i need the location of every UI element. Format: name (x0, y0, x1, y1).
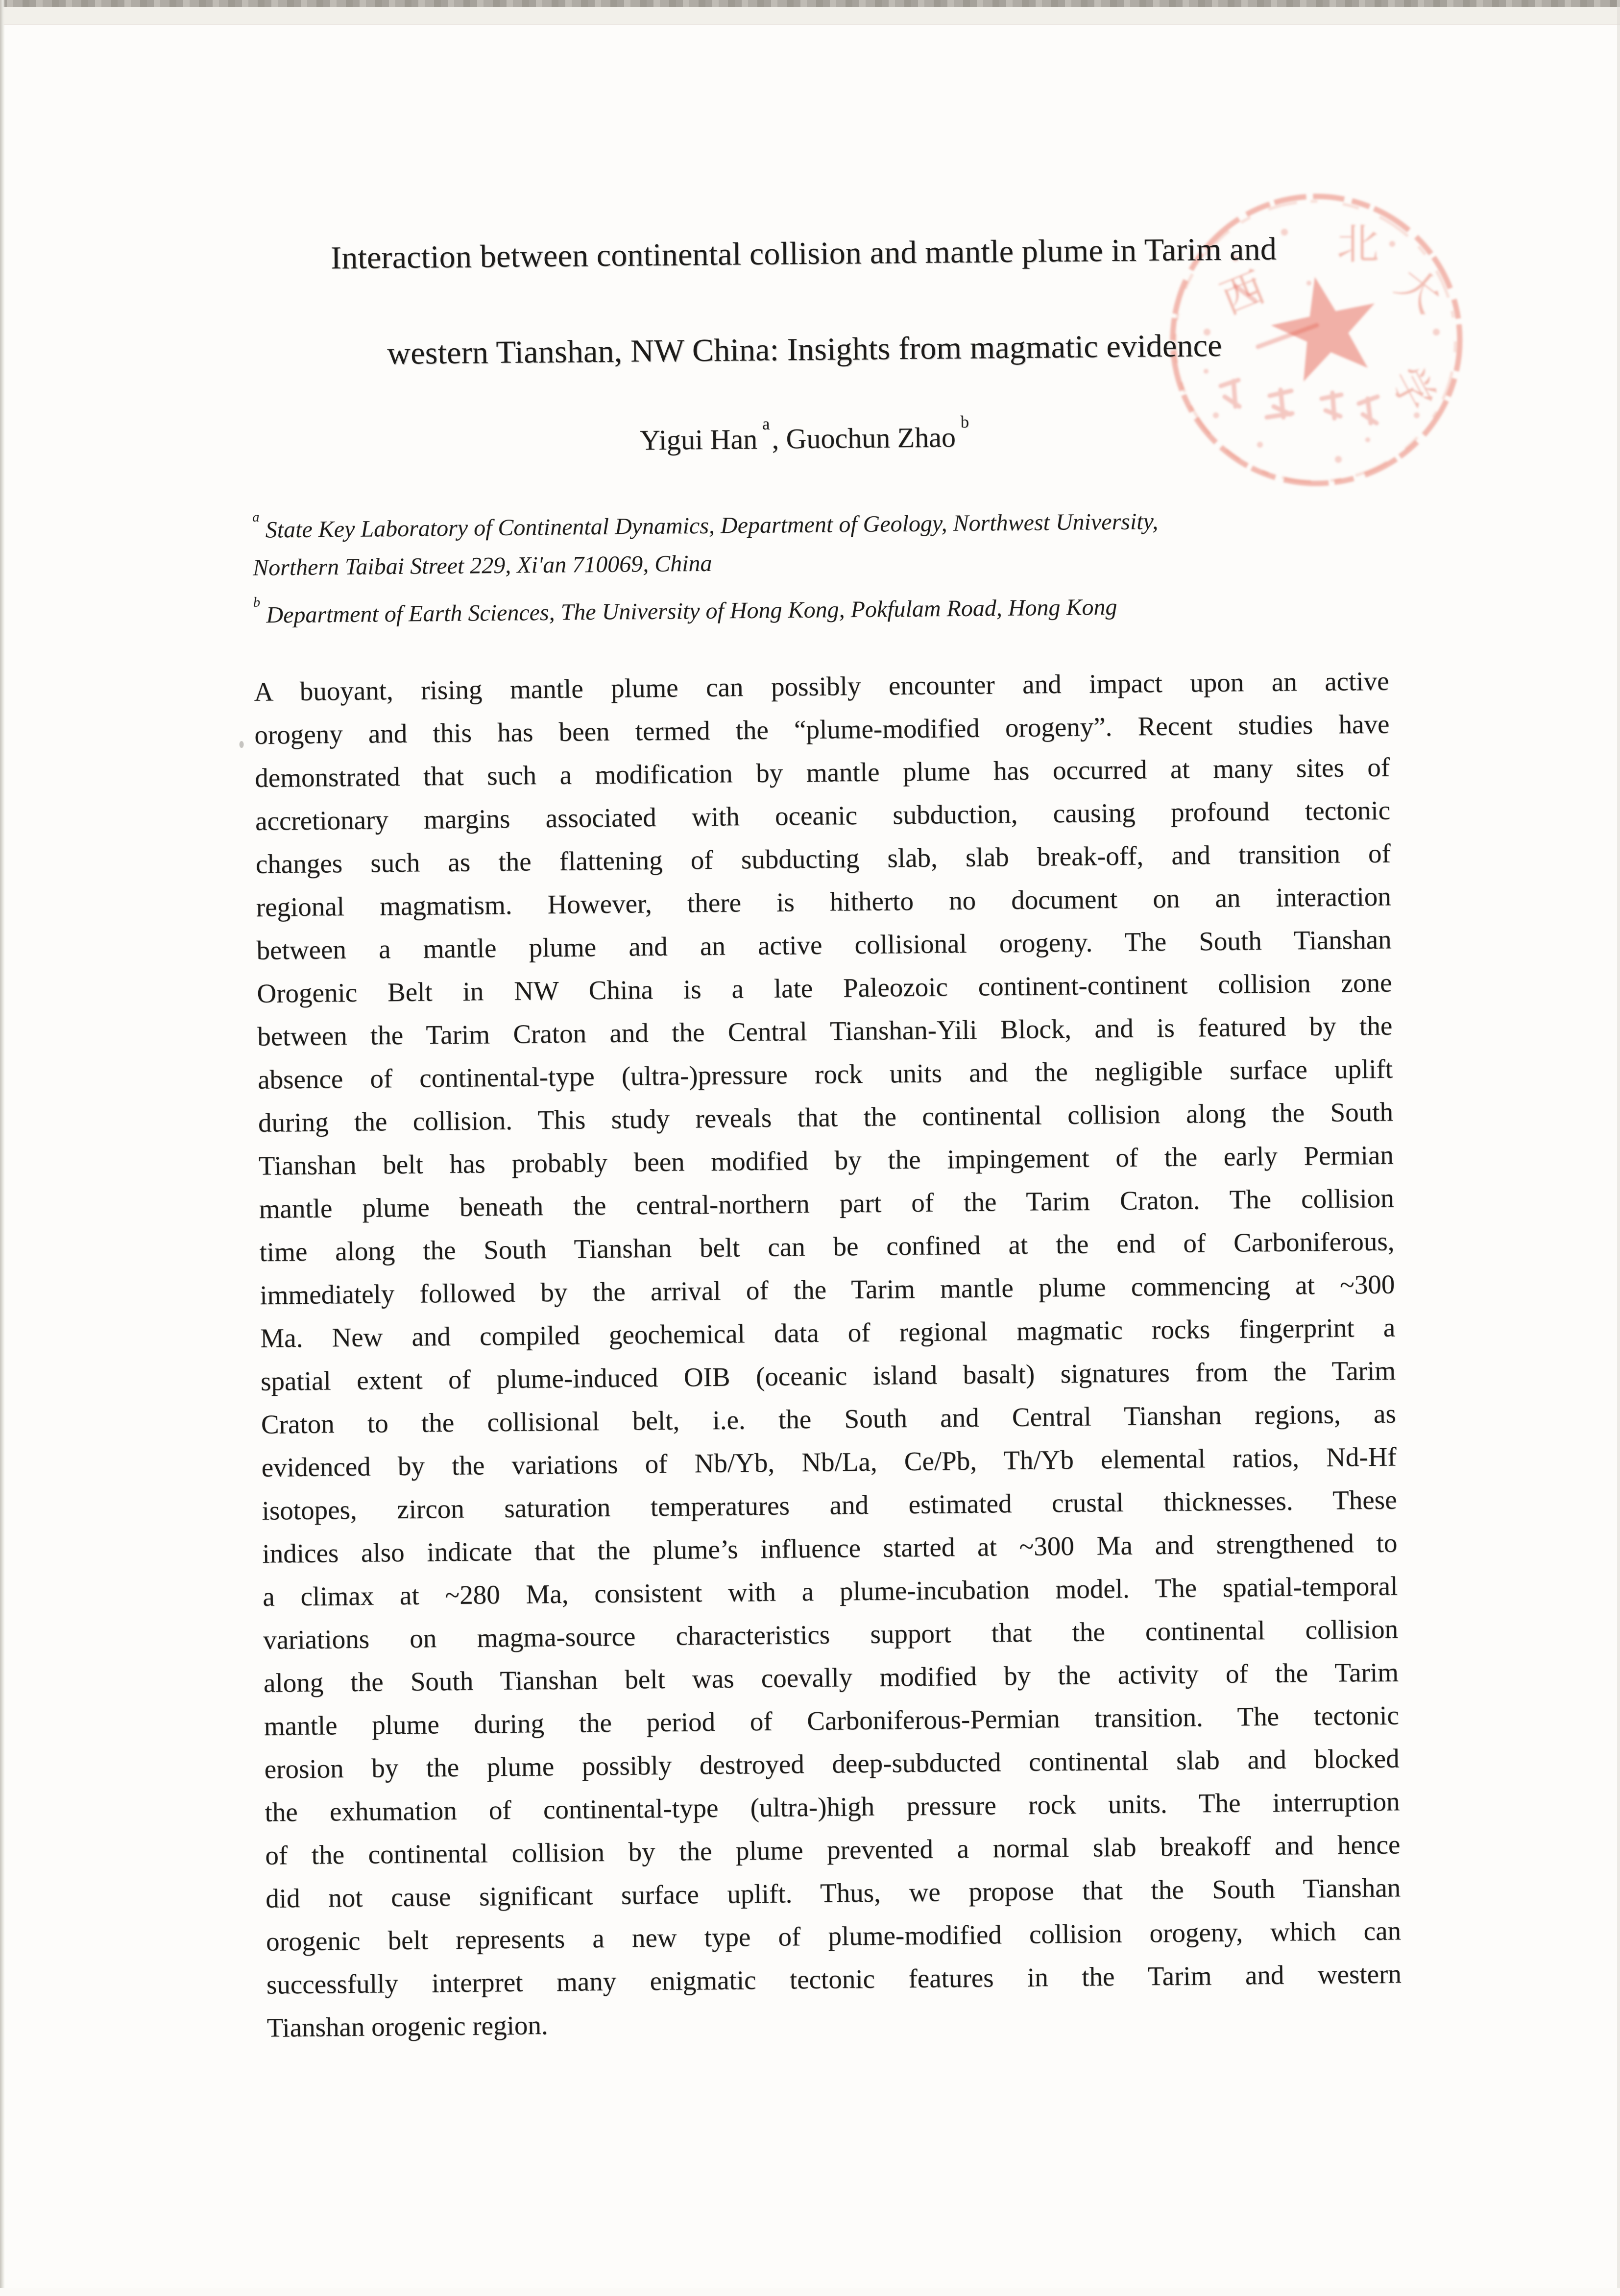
abstract-line: the exhumation of continental-type (ultra-)high pressure rock units. The interruption (265, 1786, 1400, 1827)
authors-line (0, 414, 1616, 463)
abstract-line: mantle plume during the period of Carboniferous-Permian transition. The tectonic (264, 1700, 1400, 1741)
abstract-line: Tianshan orogenic region. (266, 2010, 548, 2043)
abstract-line: A buoyant, rising mantle plume can possibly encounter and impact upon an active (254, 666, 1389, 707)
abstract-line: time along the South Tianshan belt can be confined at the end of Carboniferous, (259, 1226, 1395, 1267)
abstract-line: indices also indicate that the plume’s influence started at ~300 Ma and strengthened to (262, 1528, 1398, 1569)
abstract-line: of the continental collision by the plume prevented a normal slab breakoff and hence (265, 1829, 1401, 1870)
author-1: Yigui Han (639, 423, 758, 456)
seal-char-north: 北 (1337, 220, 1379, 269)
author-2-affiliation-marker: b (960, 412, 969, 431)
abstract-line: did not cause significant surface uplift. Thus, we propose that the South Tianshan (265, 1872, 1401, 1913)
abstract-line: successfully interpret many enigmatic tectonic features in the Tarim and western (266, 1959, 1402, 2000)
abstract-line: evidenced by the variations of Nb/Yb, Nb/La, Ce/Pb, Th/Yb elemental ratios, Nd-Hf (261, 1441, 1397, 1483)
abstract-line: changes such as the flattening of subducting slab, slab break-off, and transition of (255, 838, 1391, 879)
paper-title-line-1: Interaction between continental collision and mantle plume in Tarim and (330, 231, 1277, 276)
seal-char-xue: 学 (1381, 359, 1444, 419)
affiliation-text: State Key Laboratory of Continental Dynamics, Department of Geology, Northwest University, (265, 508, 1159, 543)
abstract-line: accretionary margins associated with oceanic subduction, causing profound tectonic (255, 795, 1391, 836)
abstract-line: spatial extent of plume-induced OIB (oceanic island basalt) signatures from the Tarim (260, 1355, 1396, 1396)
abstract-line: absence of continental-type (ultra-)pressure rock units and the negligible surface uplift (257, 1053, 1393, 1095)
abstract-line: isotopes, zircon saturation temperatures and estimated crustal thicknesses. These (262, 1484, 1397, 1526)
affiliation-marker-b: b (253, 594, 261, 611)
abstract-line: immediately followed by the arrival of the Tarim mantle plume commencing at ~300 (260, 1269, 1395, 1310)
abstract-line: between a mantle plume and an active collisional orogeny. The South Tianshan (256, 924, 1392, 965)
author-1-affiliation-marker: a (762, 414, 770, 433)
affiliation-text: Northern Taibai Street 229, Xi'an 710069, China (252, 550, 712, 581)
abstract-line: along the South Tianshan belt was coevally modified by the activity of the Tarim (263, 1657, 1399, 1698)
authors-separator: , (772, 423, 786, 455)
abstract-line: orogenic belt represents a new type of plume-modified collision orogeny, which can (266, 1915, 1402, 1957)
abstract-line: variations on magma-source characteristics support that the continental collision (263, 1614, 1399, 1655)
abstract-line: Tianshan belt has probably been modified by the impingement of the early Permian (258, 1140, 1394, 1181)
scan-noise-speck (240, 741, 244, 748)
abstract-line: during the collision. This study reveals that the continental collision along the South (258, 1097, 1394, 1138)
abstract-line: erosion by the plume possibly destroyed deep-subducted continental slab and blocked (264, 1743, 1400, 1784)
abstract-line: Orogenic Belt in NW China is a late Paleozoic continent-continent collision zone (257, 967, 1392, 1008)
abstract-line: Ma. New and compiled geochemical data of regional magmatic rocks fingerprint a (260, 1312, 1396, 1353)
abstract-line: mantle plume beneath the central-northern part of the Tarim Craton. The collision (259, 1183, 1394, 1224)
abstract-line: demonstrated that such a modification by mantle plume has occurred at many sites of (254, 752, 1390, 793)
abstract-line: Craton to the collisional belt, i.e. the South and Central Tianshan regions, as (261, 1398, 1397, 1439)
abstract-line: regional magmatism. However, there is hitherto no document on an interaction (256, 881, 1391, 922)
abstract-line: between the Tarim Craton and the Central Tianshan-Yili Block, and is featured by the (257, 1010, 1393, 1052)
abstract-line: a climax at ~280 Ma, consistent with a plume-incubation model. The spatial-temporal (263, 1571, 1398, 1612)
affiliation-text: Department of Earth Sciences, The University of Hong Kong, Pokfulam Road, Hong Kong (266, 594, 1117, 628)
seal-char-west: 西 (1214, 263, 1272, 324)
abstract-line: orogeny and this has been termed the “plume-modified orogeny”. Recent studies have (254, 709, 1390, 750)
paper-title-line-2: western Tianshan, NW China: Insights from magmatic evidence (387, 327, 1222, 372)
affiliation-marker-a: a (252, 509, 260, 526)
author-2: Guochun Zhao (786, 421, 956, 455)
abstract-text (254, 660, 1402, 2050)
seal-char-big: 大 (1387, 258, 1451, 323)
affiliations-block (252, 493, 1400, 631)
